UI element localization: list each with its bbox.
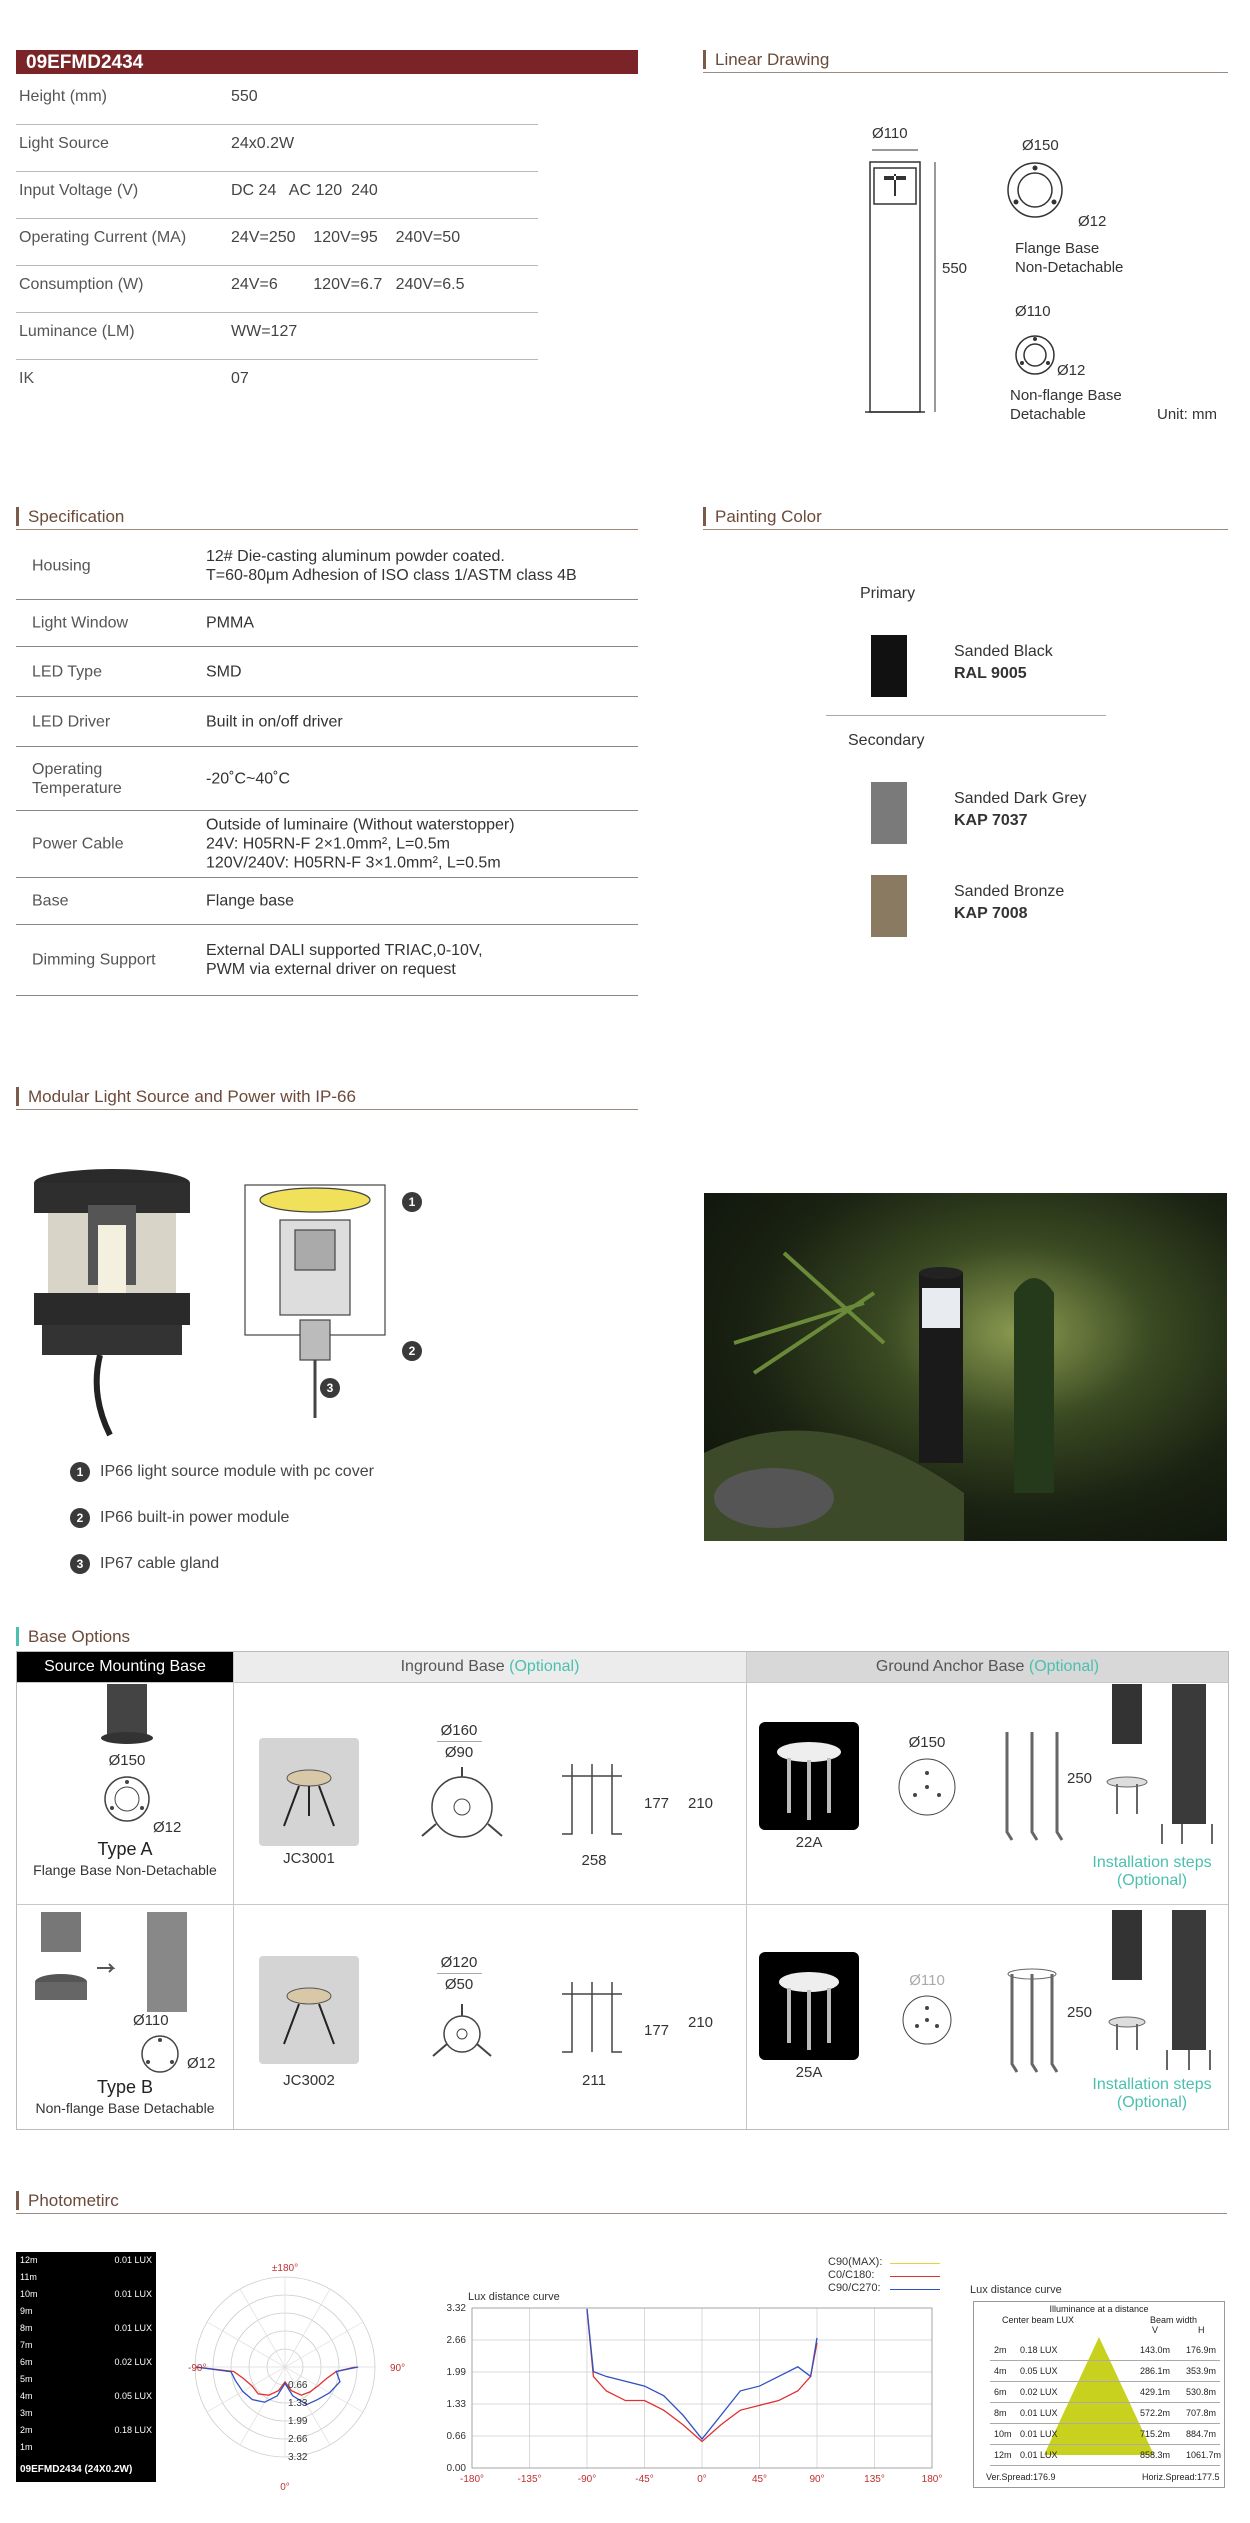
spec-value <box>206 614 254 633</box>
dim-d110-top: Ø110 <box>872 125 908 142</box>
anchor-b-side <box>997 1968 1067 2078</box>
head-inground <box>234 1652 746 1682</box>
illum-cell-h: 530.8m <box>1186 2387 1217 2397</box>
isolux-distance: 2m <box>20 2425 33 2435</box>
inground-a-side <box>557 1764 627 1844</box>
head-inground-label: Inground Base <box>400 1658 505 1675</box>
install-b-illustration <box>1102 1910 1222 2080</box>
isolux-row <box>16 2320 156 2337</box>
isolux-distance: 9m <box>20 2306 33 2316</box>
product-spec-label: Consumption (W) <box>19 276 144 293</box>
spec-value-line: Built in on/off driver <box>206 713 343 730</box>
illum-cell-lux: 0.01 LUX <box>1020 2429 1058 2439</box>
type-b-desc: Non-flange Base Detachable <box>35 2100 215 2116</box>
dim-d160: Ø160 <box>440 1722 478 1739</box>
isolux-panel <box>16 2252 156 2482</box>
spec-row <box>16 811 638 878</box>
base-options-title: Base Options <box>16 1627 130 1646</box>
illum-v: V <box>1152 2325 1159 2335</box>
product-spec-row <box>16 266 538 313</box>
product-spec-value: DC 24 AC 120 240 <box>231 182 378 199</box>
isolux-row <box>16 2252 156 2269</box>
isolux-distance: 12m <box>20 2255 38 2265</box>
illum-cell-lux: 0.01 LUX <box>1020 2408 1058 2418</box>
lux-y-tick: 1.33 <box>446 2399 466 2410</box>
anchor-22a-photo <box>759 1722 859 1830</box>
color-code-grey: KAP 7037 <box>954 812 1028 829</box>
specification-title: Specification <box>16 507 124 526</box>
isolux-distance: 11m <box>20 2272 37 2282</box>
isolux-row <box>16 2337 156 2354</box>
head-source-label: Source Mounting Base <box>44 1658 206 1675</box>
anchor-22a-illustration <box>759 1722 859 1830</box>
illum-center: Center beam LUX <box>1002 2315 1075 2325</box>
spec-value-line: Outside of luminaire (Without waterstopper) <box>206 816 515 834</box>
unit-label: Unit: mm <box>1157 406 1217 423</box>
isolux-row <box>16 2286 156 2303</box>
dim-210-a: 210 <box>688 1795 714 1812</box>
nonflange-label-1: Non-flange Base <box>1010 387 1122 404</box>
spec-value <box>206 662 242 681</box>
dim-d110-b: Ø110 <box>1015 303 1051 320</box>
lux-x-tick: 45° <box>751 2474 768 2485</box>
illum-row <box>990 2424 1220 2445</box>
dim-211: 211 <box>582 2072 606 2089</box>
jc3002-illustration <box>259 1956 359 2064</box>
anchor-25a-photo <box>759 1952 859 2060</box>
illum-title: Illuminance at a distance <box>1049 2304 1149 2314</box>
legend-c90max: C90(MAX): <box>828 2256 883 2268</box>
illum-cell-h: 1061.7m <box>1186 2450 1222 2460</box>
isolux-row <box>16 2405 156 2422</box>
illum-row <box>990 2361 1220 2382</box>
illum-cell-lux: 0.18 LUX <box>1020 2345 1058 2355</box>
product-spec-row <box>16 360 538 406</box>
swatch-bronze <box>871 875 907 937</box>
product-spec-label: Light Source <box>19 135 109 152</box>
polar-label-right: 90° <box>390 2363 406 2374</box>
type-b-flange <box>135 2032 185 2076</box>
isolux-distance: 1m <box>20 2442 33 2452</box>
product-spec-label: Luminance (LM) <box>19 323 135 340</box>
spec-row <box>16 697 638 747</box>
polar-label-top: ±180° <box>271 2263 299 2274</box>
flange-label-2: Non-Detachable <box>1015 259 1124 276</box>
install-a-illustration <box>1102 1684 1222 1854</box>
illum-cell-d: 12m <box>994 2450 1012 2460</box>
lux-distance-chart <box>430 2300 950 2500</box>
type-a-flange <box>97 1774 157 1824</box>
polar-chart <box>180 2262 410 2492</box>
type-b-d12: Ø12 <box>187 2055 216 2072</box>
isolux-distance: 8m <box>20 2323 33 2333</box>
illum-rows <box>990 2340 1220 2466</box>
color-name-bronze: Sanded Bronze <box>954 883 1065 900</box>
lux-x-tick: -135° <box>517 2474 542 2485</box>
list-number-badge: 1 <box>70 1462 90 1482</box>
product-code-bar <box>16 50 638 74</box>
spec-value-line: 120V/240V: H05RN-F 3×1.0mm², L=0.5m <box>206 854 501 872</box>
spec-label: Power Cable <box>32 835 124 853</box>
product-spec-label: Operating Current (MA) <box>19 229 187 246</box>
isolux-value: 0.01 LUX <box>114 2289 152 2299</box>
isolux-caption: 09EFMD2434 (24X0.2W) <box>20 2464 133 2475</box>
inground-b-top <box>427 1996 497 2072</box>
product-spec-table <box>16 78 538 406</box>
type-a-desc: Flange Base Non-Detachable <box>33 1862 217 1878</box>
install-a-label: Installation steps <box>1092 1854 1212 1871</box>
lux-x-tick: -90° <box>577 2474 597 2485</box>
product-spec-label: Height (mm) <box>19 88 108 105</box>
dim-d12-b: Ø12 <box>1057 362 1086 379</box>
isolux-row <box>16 2388 156 2405</box>
section-divider <box>16 1109 638 1110</box>
spec-row <box>16 600 638 647</box>
dim-250-b: 250 <box>1067 2004 1093 2021</box>
swatch-dark-grey <box>871 782 907 844</box>
spec-value-line: 24V: H05RN-F 2×1.0mm², L=0.5m <box>206 835 450 853</box>
list-number-badge: 2 <box>70 1508 90 1528</box>
modular-title: Modular Light Source and Power with IP-66 <box>16 1087 356 1106</box>
isolux-distance: 10m <box>20 2289 38 2299</box>
isolux-row <box>16 2354 156 2371</box>
spec-label: Light Window <box>32 614 129 632</box>
isolux-distance: 5m <box>20 2374 33 2384</box>
jc3002-label: JC3002 <box>283 2072 335 2089</box>
illum-cell-v: 858.3m <box>1140 2450 1171 2460</box>
illum-cell-h: 707.8m <box>1186 2408 1217 2418</box>
color-divider <box>826 715 1106 716</box>
illum-cell-lux: 0.02 LUX <box>1020 2387 1058 2397</box>
type-a-d12: Ø12 <box>153 1819 182 1836</box>
legend-c0c180: C0/C180: <box>828 2269 875 2281</box>
legend-c90c270: C90/C270: <box>828 2282 881 2294</box>
product-spec-row <box>16 219 538 266</box>
spec-value-line: -20˚C~40˚C <box>206 770 291 787</box>
illum-h: H <box>1198 2325 1205 2335</box>
lux-x-tick: -45° <box>635 2474 654 2485</box>
spec-row <box>16 878 638 925</box>
spec-value <box>206 547 577 585</box>
inground-a-top <box>419 1764 505 1850</box>
anchor-b-d110: Ø110 <box>909 1972 945 1989</box>
product-spec-value: 24x0.2W <box>231 135 295 152</box>
spec-value-line: T=60-80μm Adhesion of ISO class 1/ASTM class 4B <box>206 567 577 584</box>
modular-list-item <box>70 1554 374 1600</box>
modular-list-item <box>70 1462 374 1508</box>
install-b-label: Installation steps <box>1092 2076 1212 2093</box>
polar-ring-label: 3.32 <box>288 2452 308 2463</box>
isolux-value: 0.01 LUX <box>114 2255 152 2265</box>
section-divider <box>16 2213 1227 2214</box>
row-divider <box>17 1904 1228 1905</box>
product-spec-value: 24V=250 120V=95 240V=50 <box>231 229 461 246</box>
anchor-b-top <box>901 1994 953 2046</box>
product-code: 09EFMD2434 <box>26 52 144 73</box>
product-spec-label: Input Voltage (V) <box>19 182 139 199</box>
product-spec-row <box>16 78 538 125</box>
photometric-title: Photometirc <box>16 2191 119 2210</box>
hor-spread: Horiz.Spread:177.5 <box>1142 2472 1220 2482</box>
jc3001-photo <box>259 1738 359 1846</box>
spec-value <box>206 816 515 873</box>
lux-x-tick: 90° <box>809 2474 825 2485</box>
isolux-distance: 4m <box>20 2391 33 2401</box>
head-anchor-optional: (Optional) <box>1028 1658 1100 1675</box>
product-spec-row <box>16 172 538 219</box>
install-a-optional: (Optional) <box>1116 1872 1188 1889</box>
lux-y-tick: 1.99 <box>446 2367 466 2378</box>
spec-value-line: External DALI supported TRIAC,0-10V, <box>206 942 483 959</box>
painting-color-title: Painting Color <box>703 507 822 526</box>
dim-height: 550 <box>942 260 968 277</box>
isolux-row <box>16 2303 156 2320</box>
type-b-bollard <box>31 1912 221 2022</box>
illum-row <box>990 2403 1220 2424</box>
anchor-25a-label: 25A <box>795 2064 823 2081</box>
module-photo <box>30 1165 200 1440</box>
polar-label-left: -90° <box>188 2363 207 2374</box>
anchor-a-top <box>897 1757 957 1817</box>
illum-cell-h: 353.9m <box>1186 2366 1217 2376</box>
isolux-distance: 6m <box>20 2357 33 2367</box>
isolux-value: 0.18 LUX <box>114 2425 152 2435</box>
spec-label: Housing <box>32 557 91 575</box>
product-spec-row <box>16 125 538 172</box>
anchor-25a-illustration <box>759 1952 859 2060</box>
inground-b-side <box>557 1982 627 2062</box>
spec-row <box>16 925 638 996</box>
spec-value-line: SMD <box>206 663 242 680</box>
primary-label: Primary <box>860 585 916 602</box>
secondary-label: Secondary <box>848 732 925 749</box>
linear-drawing-title: Linear Drawing <box>703 50 829 69</box>
lux-y-tick: 0.66 <box>446 2431 466 2442</box>
spec-value-line: 12# Die-casting aluminum powder coated. <box>206 548 505 565</box>
lux-x-tick: 180° <box>921 2474 943 2485</box>
isolux-distance: 7m <box>20 2340 33 2350</box>
jc3001-illustration <box>259 1738 359 1846</box>
col-divider <box>746 1652 747 2129</box>
dim-177-a: 177 <box>644 1795 670 1812</box>
lux-curve-title-left: Lux distance curve <box>468 2291 560 2303</box>
illum-cell-h: 884.7m <box>1186 2429 1217 2439</box>
illuminance-table <box>973 2301 1225 2488</box>
type-b-d110: Ø110 <box>133 2012 169 2029</box>
spec-label: Dimming Support <box>32 951 156 969</box>
lux-x-tick: 0° <box>697 2474 707 2485</box>
dim-d50: Ø50 <box>444 1976 474 1993</box>
jc3002-photo <box>259 1956 359 2064</box>
isolux-value: 0.02 LUX <box>114 2357 152 2367</box>
modular-list <box>70 1462 374 1600</box>
illum-cell-v: 715.2m <box>1140 2429 1171 2439</box>
lux-x-tick: -180° <box>459 2474 485 2485</box>
col-divider <box>233 1652 234 2129</box>
anchor-a-d150: Ø150 <box>908 1734 946 1751</box>
type-a-label: Type A <box>97 1839 153 1859</box>
product-spec-value: 07 <box>231 370 249 387</box>
section-divider <box>703 529 1228 530</box>
spec-value <box>206 769 290 788</box>
illum-cell-lux: 0.01 LUX <box>1020 2450 1058 2460</box>
garden-illustration <box>704 1193 1227 1541</box>
modular-list-item <box>70 1508 374 1554</box>
type-b-label: Type B <box>96 2077 154 2097</box>
dim-d150: Ø150 <box>1022 137 1059 154</box>
lux-y-tick: 0.00 <box>446 2463 466 2474</box>
color-code-bronze: KAP 7008 <box>954 905 1028 922</box>
specification-table <box>16 533 638 996</box>
product-spec-value: 24V=6 120V=6.7 240V=6.5 <box>231 276 465 293</box>
illum-cell-v: 143.0m <box>1140 2345 1171 2355</box>
list-item-text: IP66 built-in power module <box>100 1509 290 1526</box>
lux-x-tick: 135° <box>864 2474 885 2485</box>
type-a-d150: Ø150 <box>108 1752 146 1769</box>
callout-3 <box>320 1378 340 1398</box>
dim-d120: Ø120 <box>440 1954 478 1971</box>
isolux-value: 0.01 LUX <box>114 2323 152 2333</box>
jc3001-label: JC3001 <box>283 1850 335 1867</box>
color-name-black: Sanded Black <box>954 643 1053 660</box>
section-divider <box>16 529 638 530</box>
nonflange-label-2: Detachable <box>1010 406 1086 423</box>
illum-cell-v: 286.1m <box>1140 2366 1171 2376</box>
spec-label: Operating Temperature <box>32 760 122 797</box>
legend-line-yellow <box>890 2263 940 2264</box>
ver-spread: Ver.Spread:176.9 <box>986 2472 1056 2482</box>
spec-row <box>16 647 638 697</box>
illum-row <box>990 2382 1220 2403</box>
illum-cell-d: 2m <box>994 2345 1007 2355</box>
color-code-black: RAL 9005 <box>954 665 1027 682</box>
head-anchor <box>747 1652 1228 1682</box>
install-b-optional: (Optional) <box>1116 2094 1188 2111</box>
spec-value-line: PMMA <box>206 614 254 632</box>
spec-label: LED Type <box>32 663 102 680</box>
dim-line <box>437 1973 482 1974</box>
isolux-value: 0.05 LUX <box>114 2391 152 2401</box>
section-divider <box>703 72 1228 73</box>
polar-ring-label: 2.66 <box>288 2434 308 2445</box>
row-divider <box>17 1682 1228 1683</box>
product-spec-label: IK <box>19 370 35 387</box>
spec-row <box>16 747 638 811</box>
lux-y-tick: 2.66 <box>446 2335 466 2346</box>
anchor-22a-label: 22A <box>795 1834 823 1851</box>
list-number-badge: 3 <box>70 1554 90 1574</box>
head-inground-optional: (Optional) <box>509 1658 580 1675</box>
swatch-black <box>871 635 907 697</box>
illum-cell-lux: 0.05 LUX <box>1020 2366 1058 2376</box>
illum-cell-v: 572.2m <box>1140 2408 1171 2418</box>
head-source <box>17 1652 233 1682</box>
illum-beam: Beam width <box>1150 2315 1198 2325</box>
spec-value <box>206 892 294 911</box>
callout-2-badge: 2 <box>402 1341 422 1361</box>
lux-curve-title-right: Lux distance curve <box>970 2284 1062 2296</box>
spec-value-line: Flange base <box>206 892 295 910</box>
dim-177-b: 177 <box>644 2022 670 2039</box>
callout-1-badge: 1 <box>402 1192 422 1212</box>
callout-2 <box>402 1341 422 1361</box>
product-spec-row <box>16 313 538 360</box>
illum-cell-v: 429.1m <box>1140 2387 1171 2397</box>
isolux-rows <box>16 2252 156 2456</box>
product-spec-value: WW=127 <box>231 323 298 340</box>
spec-value-line: PWM via external driver on request <box>206 961 456 978</box>
isolux-row <box>16 2439 156 2456</box>
list-item-text: IP67 cable gland <box>100 1555 220 1572</box>
illum-cell-h: 176.9m <box>1186 2345 1217 2355</box>
legend-line-blue <box>890 2289 940 2290</box>
polar-ring-label: 1.33 <box>288 2398 308 2409</box>
spec-row <box>16 533 638 600</box>
polar-ring-label: 0.66 <box>288 2380 308 2391</box>
dim-210-b: 210 <box>688 2014 714 2031</box>
isolux-row <box>16 2269 156 2286</box>
illum-row <box>990 2445 1220 2466</box>
dim-d12-a: Ø12 <box>1078 213 1107 230</box>
dim-250-a: 250 <box>1067 1770 1093 1787</box>
base-options-table <box>16 1651 1229 2130</box>
polar-label-bottom: 0° <box>280 2482 290 2492</box>
polar-ring-label: 1.99 <box>288 2416 308 2427</box>
dim-line <box>437 1741 482 1742</box>
illum-cell-d: 4m <box>994 2366 1007 2376</box>
spec-value <box>206 941 483 979</box>
isolux-row <box>16 2371 156 2388</box>
dim-d90: Ø90 <box>444 1744 474 1761</box>
dim-258: 258 <box>581 1852 607 1869</box>
product-spec-value: 550 <box>231 88 258 105</box>
callout-1 <box>402 1192 422 1212</box>
garden-photo <box>704 1193 1227 1541</box>
spec-value <box>206 712 343 731</box>
color-name-grey: Sanded Dark Grey <box>954 790 1087 807</box>
illum-row <box>990 2340 1220 2361</box>
lux-y-tick: 3.32 <box>446 2303 466 2314</box>
type-a-bollard <box>97 1684 157 1744</box>
anchor-a-side <box>997 1732 1067 1842</box>
head-anchor-label: Ground Anchor Base <box>875 1658 1025 1675</box>
illum-cell-d: 6m <box>994 2387 1007 2397</box>
isolux-row <box>16 2422 156 2439</box>
list-item-text: IP66 light source module with pc cover <box>100 1463 374 1480</box>
spec-label: Base <box>32 892 69 910</box>
illum-cell-d: 10m <box>994 2429 1012 2439</box>
callout-3-badge: 3 <box>320 1378 340 1398</box>
legend-line-red <box>890 2276 940 2277</box>
flange-label-1: Flange Base <box>1015 240 1100 257</box>
spec-label: LED Driver <box>32 713 111 730</box>
illum-cell-d: 8m <box>994 2408 1007 2418</box>
isolux-distance: 3m <box>20 2408 33 2418</box>
